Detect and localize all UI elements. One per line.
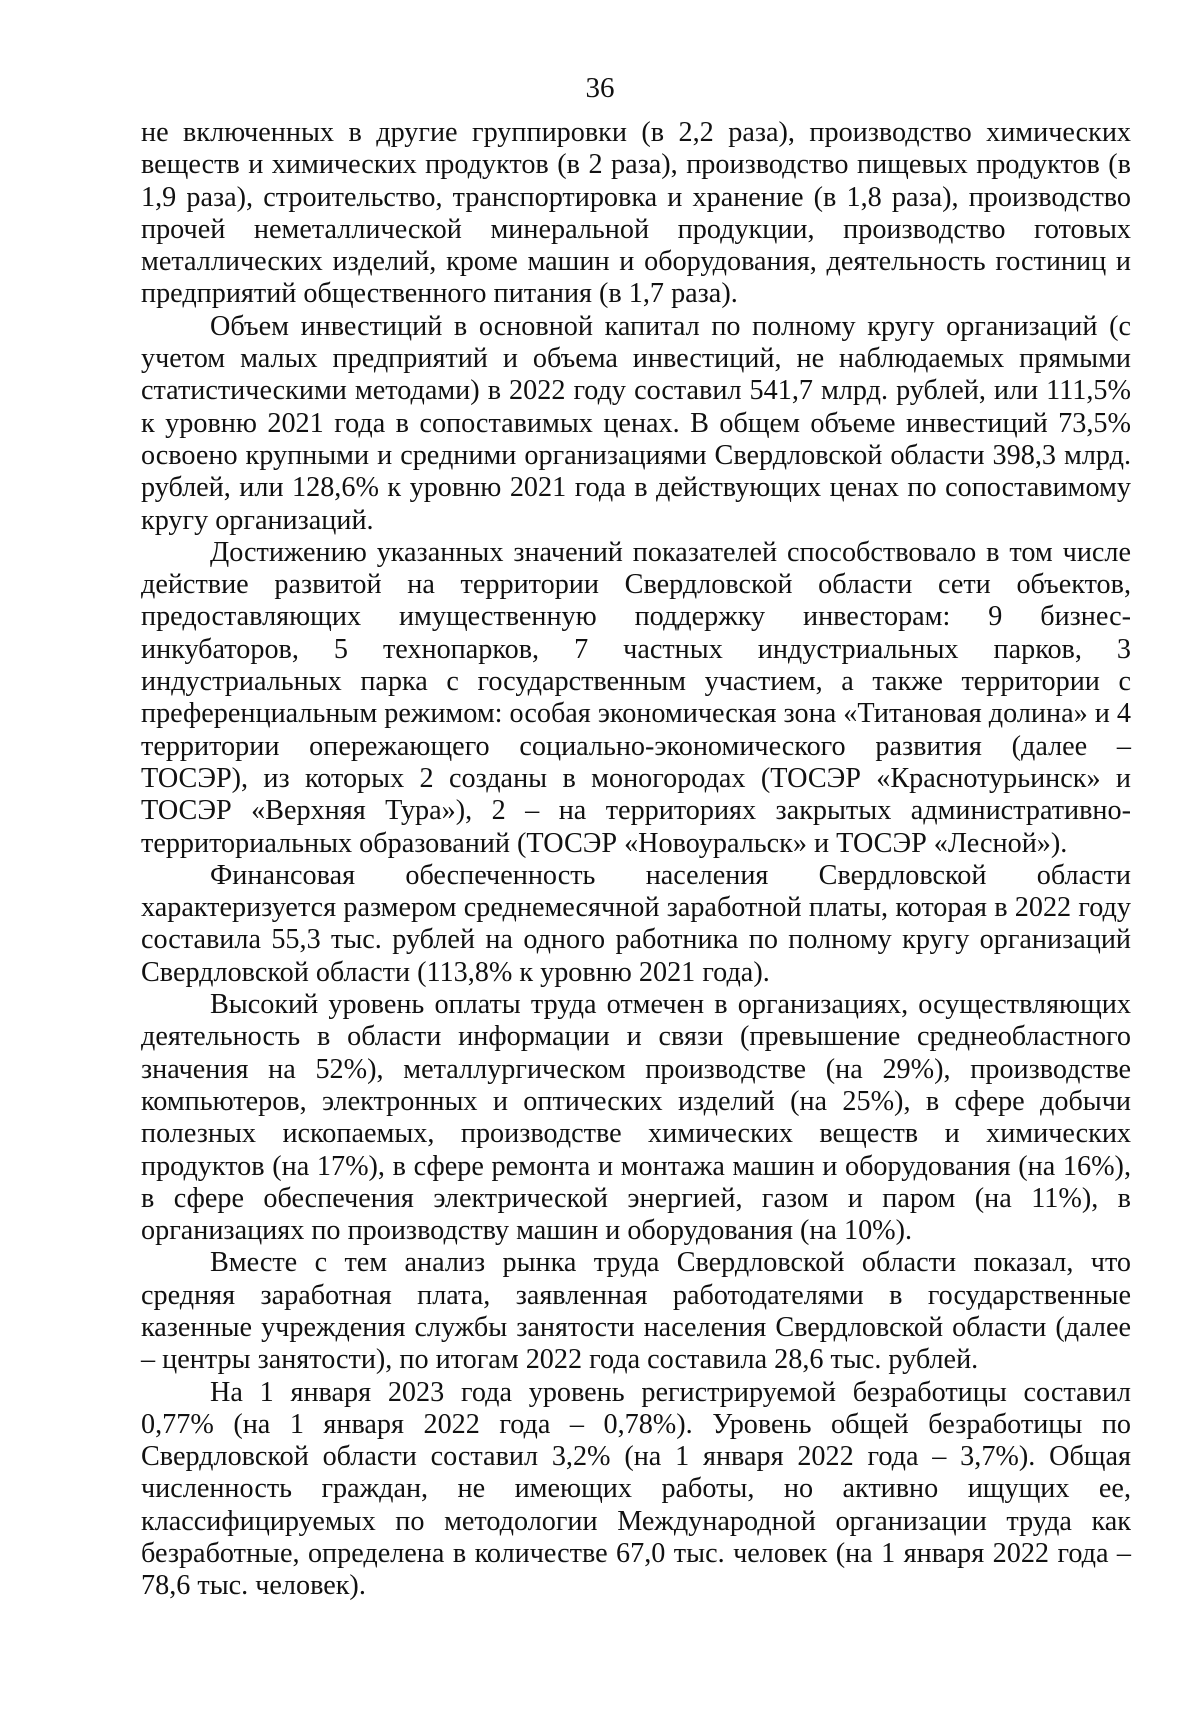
paragraph-investor-support: Достижению указанных значений показателей способствовало в том числе действие развитой на территории Свердловской области сети объектов, предоставляющих имущественную поддержку инвесторам: 9 бизнес-инкубаторов, 5 технопарков, 7 частных индустриальных парков, 3 индустриальных парка с государственным участием, а также территории с преференциальным режимом: особая экономическая зона «Титановая долина» и 4 территории опережающего социально-экономического развития (далее – ТОСЭР), из которых 2 созданы в моногородах (ТОСЭР «Краснотурьинск» и ТОСЭР «Верхняя Тура»), 2 – на территориях закрытых административно-территориальных образований (ТОСЭР «Новоуральск» и ТОСЭР «Лесной»).	[141, 536, 1131, 859]
paragraph-labor-market: Вместе с тем анализ рынка труда Свердловской области показал, что средняя заработная плата, заявленная работодателями в государственные казенные учреждения службы занятости населения Свердловской области (далее – центры занятости), по итогам 2022 года составила 28,6 тыс. рублей.	[141, 1247, 1131, 1376]
paragraph-high-wages: Высокий уровень оплаты труда отмечен в организациях, осуществляющих деятельность в области информации и связи (превышение среднеобластного значения на 52%), металлургическом производстве (на 29%), производстве компьютеров, электронных и оптических изделий (на 25%), в сфере добычи полезных ископаемых, производстве химических веществ и химических продуктов (на 17%), в сфере ремонта и монтажа машин и оборудования (на 16%), в сфере обеспечения электрической энергией, газом и паром (на 11%), в организациях по производству машин и оборудования (на 10%).	[141, 989, 1131, 1247]
page-number: 36	[585, 72, 615, 104]
paragraph-continuation: не включенных в другие группировки (в 2,2 раза), производство химических веществ и химических продуктов (в 2 раза), производство пищевых продуктов (в 1,9 раза), строительство, транспортировка и хранение (в 1,8 раза), производство прочей неметаллической минеральной продукции, производство готовых металлических изделий, кроме машин и оборудования, деятельность гостиниц и предприятий общественного питания (в 1,7 раза).	[141, 117, 1131, 310]
paragraph-unemployment: На 1 января 2023 года уровень регистрируемой безработицы составил 0,77% (на 1 января 2022 года – 0,78%). Уровень общей безработицы по Свердловской области составил 3,2% (на 1 января 2022 года – 3,7%). Общая численность граждан, не имеющих работы, но активно ищущих ее, классифицируемых по методологии Международной организации труда как безработные, определена в количестве 67,0 тыс. человек (на 1 января 2022 года – 78,6 тыс. человек).	[141, 1376, 1131, 1602]
document-body	[141, 117, 1131, 1603]
paragraph-average-salary: Финансовая обеспеченность населения Свердловской области характеризуется размером среднемесячной заработной платы, которая в 2022 году составила 55,3 тыс. рублей на одного работника по полному кругу организаций Свердловской области (113,8% к уровню 2021 года).	[141, 859, 1131, 988]
paragraph-investments: Объем инвестиций в основной капитал по полному кругу организаций (с учетом малых предприятий и объема инвестиций, не наблюдаемых прямыми статистическими методами) в 2022 году составил 541,7 млрд. рублей, или 111,5% к уровню 2021 года в сопоставимых ценах. В общем объеме инвестиций 73,5% освоено крупными и средними организациями Свердловской области 398,3 млрд. рублей, или 128,6% к уровню 2021 года в действующих ценах по сопоставимому кругу организаций.	[141, 310, 1131, 536]
